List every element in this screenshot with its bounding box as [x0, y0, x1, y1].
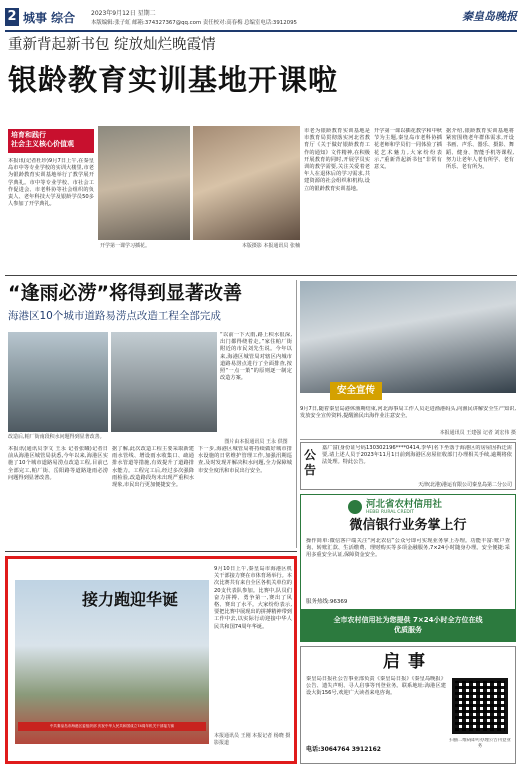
- section-name: 城事 综合: [23, 11, 76, 25]
- relay-banner: 中共秦皇岛市海港区委组织部 庆祝中华人民共和国成立74周年机关干部接力赛: [18, 722, 206, 731]
- story2-col3: 据了解,此次改造工程主要采取新建雨水管线、增设雨水收集口、疏通排水管道等措施,有效提升了道路排水能力。工程完工后,经过多次强降雨检验,改造路段均未出现严重积水现象,市民出行更加便捷安全。: [112, 446, 194, 489]
- bank-ad-body: 操作简单:微信客户端关注“河北农信”公众号即可实现业务掌上办理。功能丰富:账户查询、转账汇款、生活缴费、理财购买等多项金融服务,7×24小时随身办理。安全便捷:采用多重安全认证,保障资金安全。: [306, 538, 510, 559]
- notice-text: 嘉广富(身份证号码130302196****0414,李华)名下坐落于海港区的房屋因拆迁需要,请上述人员于2023年11月1日前到海港区房屋征收部门办理相关手续,逾期将依法处理。特此公告。: [322, 445, 512, 466]
- story1-headline: 银龄教育实训基地开课啦: [8, 63, 339, 97]
- story1-col2: 市老为银龄教育实训基地是市教育局贯彻落实河北省教育厅《关于做好银龄教育工作的通知》文件精神,在积极开展教育的同时,开展学员实训的教学需要,关注关爱着老年人在退休后的学习需求,共建资源的社会组织和机构,设立的银龄教育实训基地。: [304, 128, 370, 192]
- relay-credit: 本报通讯员 王刚 本报记者 杨晓 摄影报道: [214, 733, 291, 746]
- bank-logo-icon: [348, 500, 362, 514]
- bank-ad-title: 微信银行业务掌上行: [349, 518, 467, 533]
- notice-label: 公告: [304, 448, 317, 477]
- story2-photo-street-1: [8, 332, 108, 432]
- story2-photo-street-2: [111, 332, 217, 432]
- values-tag-line2: 社会主义核心价值观: [11, 140, 74, 148]
- safety-photo-label: 安全宣传: [330, 382, 382, 400]
- masthead: [5, 4, 517, 32]
- story1-photo-flowers: [193, 126, 300, 240]
- story1-col3: 开学第一课以插花教学和中秋节为主题,秦皇岛市老科协插花老师和学员们一同体验了插花艺术魅力,大家纷纷表示,“重新背起新书包”非常有意义。: [374, 128, 442, 171]
- story1-photo-class: [98, 126, 190, 240]
- bank-ad-slogan: 全市农村信用社为您提供 7×24小时全方位在线优质服务: [301, 609, 515, 641]
- notice-issuer: 天津(北港)港运有限公司秦皇岛第二分公司: [418, 482, 512, 488]
- qishi-text: 秦皇岛日报社公告事业部负责《秦皇岛日报》《秦皇岛晚报》公告、遗失声明、寻人启事等刊登业务。联系地址:海港区建设大街156号,欢迎广大读者来电咨询。: [306, 676, 446, 697]
- column-divider: [296, 280, 297, 548]
- safety-photo: [300, 281, 516, 393]
- bank-logo-text: 河北省农村信用社: [366, 499, 443, 510]
- story2-col4: 下一步,海港区城管局将持续做好城市排水设施的日常维护管理工作,加强汛期巡查,及时发现并解决积水问题,全力保障城市安全度汛和市民出行安全。: [198, 446, 292, 474]
- divider-safety: [300, 439, 516, 440]
- story2-col2: 本报讯(通讯员李文 王永 记者张曦)记者日前从海港区城管局获悉,今年以来,海港区实施了10个城市道路易涝点改造工程,目前已全部完工,帕厂街、岳阳路等道路逢雨必涝问题得到显著改善。: [8, 446, 108, 481]
- safety-caption: 9月7日,随着秦皇岛港休渔期结束,河北海事局工作人员走进渔港码头,向渔民讲解安全生产知识,发放安全宣传资料,提醒渔民出海作业注意安全。: [300, 406, 516, 420]
- story2-photo-credit: 图片由本报通讯员 王永 供图: [224, 439, 288, 445]
- safety-credit: 本报通讯员 王建强 记者 刘宏伟 摄: [439, 430, 516, 436]
- story2-subhead: 海港区10个城市道路易涝点改造工程全部完成: [8, 310, 221, 322]
- qr-caption: 扫描二维码即可办理公告刊登业务: [449, 738, 511, 749]
- values-tag: [8, 129, 94, 153]
- story1-photo-credit: 本版摄影 本报通讯员 张楠: [241, 243, 300, 249]
- divider-2: [5, 551, 297, 552]
- issue-date: 2023年9月12日 星期二: [91, 10, 156, 17]
- story2-photo-caption: 改造后,帕厂街南段积水问题得到显著改善。: [8, 434, 105, 440]
- story1-kicker: 重新背起新书包 绽放灿烂晚霞情: [8, 37, 216, 53]
- relay-text: 9月10日上午,秦皇岛市海港区机关干部接力赛在市体育场举行。本次比赛共有来自全区各机关单位的20支代表队参加。比赛中,队员们奋力拼搏、勇争第一,赛出了风格、赛出了水平。大家纷纷表示,要把比赛中展现出的拼搏精神带到工作中去,以实际行动迎接中华人民共和国74周年华诞。: [214, 566, 292, 630]
- values-tag-line1: 培育和践行: [11, 131, 46, 139]
- story1-col4: 据介绍,银龄教育实训基地将紧密围绕老年群体需求,开设书画、声乐、器乐、摄影、舞蹈、健身、智能手机等课程,努力让老年人老有所学、老有所乐、老有所为。: [446, 128, 514, 171]
- story2-headline: “逢雨必涝”将得到显著改善: [8, 282, 242, 304]
- bank-ad-hotline: 服务热线:96369: [306, 599, 348, 605]
- qishi-phone: 电话:3064764 3912162: [306, 746, 381, 753]
- relay-title: 接力跑迎华诞: [81, 590, 178, 609]
- page-number: 2: [7, 9, 17, 24]
- story2-col1: “以前一下大雨,路上积水很深,出门都得绕着走。”家住帕厂街附近的市民刘先生说。今年以来,海港区城管局对辖区内城市道路易涝点进行了全面排查,按照“一点一策”的原则逐一制定改造方案。: [220, 332, 292, 382]
- bank-logo-en: HEBEI RURAL CREDIT: [366, 510, 414, 515]
- qr-code-icon[interactable]: [452, 678, 508, 734]
- divider-1: [5, 275, 517, 276]
- qishi-title: 启事: [383, 652, 433, 672]
- story1-photo-class-caption: 开学第一课学习插花。: [100, 243, 151, 249]
- story1-col1: 本报讯(记者杜珍)9月7日上午,在秦皇岛市中等专业学校的实训大楼里,市老为银龄教育实训基地举行了教学展开学典礼。市中等专业学校、市社会工作促进会、市老科协等社会组织的负责人、老年科技大学及银龄学员50多人参加了开学典礼。: [8, 158, 94, 208]
- paper-logo: 秦皇岛晚报: [462, 10, 517, 23]
- editor-info: 本版编辑:张子虹 邮箱:374327367@qq.com 责任校对:高春梅 总编室电话:3912095: [91, 20, 297, 26]
